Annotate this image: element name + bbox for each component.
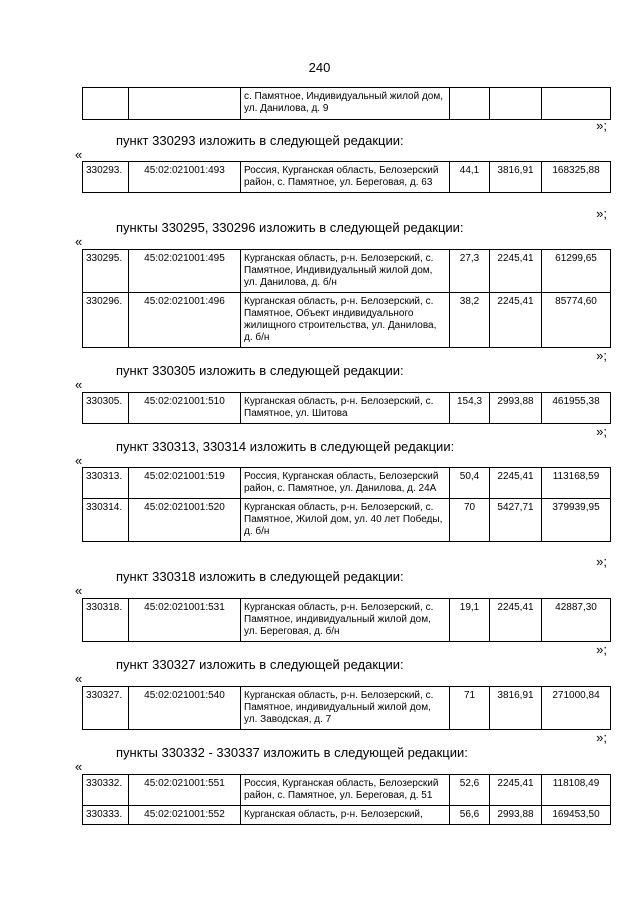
open-quote: « (75, 234, 83, 249)
cell-area: 52,6 (450, 775, 490, 806)
cell-address: Курганская область, р-н. Белозерский, с. Памятное, ул. Шитова (241, 393, 450, 424)
cell-value: 168325,88 (542, 162, 611, 193)
instruction-text: пункт 330327 изложить в следующей редакции: (116, 657, 404, 672)
close-quote: »; (596, 348, 607, 363)
cell-rate (490, 88, 542, 120)
cell-value: 271000,84 (542, 687, 611, 730)
cell-cadastral: 45:02:021001:496 (129, 293, 241, 348)
cell-area (450, 88, 490, 120)
cell-value: 85774,60 (542, 293, 611, 348)
cell-num: 330295. (83, 250, 129, 293)
cell-area: 56,6 (450, 806, 490, 825)
instruction-text: пункты 330332 - 330337 изложить в следующей редакции: (116, 745, 468, 760)
table-row (83, 393, 611, 424)
close-quote: »; (596, 118, 607, 133)
table-row (83, 293, 611, 348)
table-row (83, 775, 611, 806)
cell-rate: 2245,41 (490, 250, 542, 293)
close-quote: »; (596, 206, 607, 221)
table-row (83, 806, 611, 825)
table-row (83, 162, 611, 193)
cell-address: Курганская область, р-н. Белозерский, (241, 806, 450, 825)
cell-cadastral: 45:02:021001:519 (129, 468, 241, 499)
cell-rate: 5427,71 (490, 499, 542, 542)
cell-area: 19,1 (450, 599, 490, 642)
entries-table (82, 161, 611, 193)
cell-num: 330313. (83, 468, 129, 499)
open-quote: « (75, 583, 83, 598)
cell-area: 154,3 (450, 393, 490, 424)
cell-value: 118108,49 (542, 775, 611, 806)
cell-address: Курганская область, р-н. Белозерский, с. Памятное, Индивидуальный жилой дом, ул. Данилова, д. б/н (241, 250, 450, 293)
cell-num (83, 88, 129, 120)
cell-num: 330327. (83, 687, 129, 730)
open-quote: « (75, 377, 83, 392)
entries-table (82, 774, 611, 825)
cell-cadastral: 45:02:021001:551 (129, 775, 241, 806)
cell-area: 70 (450, 499, 490, 542)
table-row (83, 250, 611, 293)
instruction-text: пункты 330295, 330296 изложить в следующей редакции: (116, 220, 464, 235)
cell-value: 42887,30 (542, 599, 611, 642)
cell-address: Курганская область, р-н. Белозерский, с. Памятное, Объект индивидуального жилищного строительства, ул. Данилова, д. б/н (241, 293, 450, 348)
instruction-text: пункт 330293 изложить в следующей редакции: (116, 133, 404, 148)
cell-num: 330318. (83, 599, 129, 642)
cell-rate: 2245,41 (490, 293, 542, 348)
cell-cadastral: 45:02:021001:495 (129, 250, 241, 293)
cell-cadastral (129, 88, 241, 120)
cell-cadastral: 45:02:021001:540 (129, 687, 241, 730)
cell-address: Курганская область, р-н. Белозерский, с. Памятное, индивидуальный жилой дом, ул. Заводская, д. 7 (241, 687, 450, 730)
cell-value: 61299,65 (542, 250, 611, 293)
instruction-text: пункт 330313, 330314 изложить в следующей редакции: (116, 439, 455, 454)
cell-rate: 3816,91 (490, 162, 542, 193)
cell-rate: 3816,91 (490, 687, 542, 730)
cell-address: Россия, Курганская область, Белозерский район, с. Памятное, ул. Береговая, д. 51 (241, 775, 450, 806)
cell-address: с. Памятное, Индивидуальный жилой дом, ул. Данилова, д. 9 (241, 88, 450, 120)
cell-address: Россия, Курганская область, Белозерский район, с. Памятное, ул. Данилова, д. 24А (241, 468, 450, 499)
cell-num: 330293. (83, 162, 129, 193)
instruction-text: пункт 330305 изложить в следующей редакции: (116, 363, 404, 378)
table-row (83, 687, 611, 730)
close-quote: »; (596, 642, 607, 657)
cell-num: 330333. (83, 806, 129, 825)
entries-table (82, 598, 611, 642)
open-quote: « (75, 147, 83, 162)
table-row (83, 88, 611, 120)
cell-value: 169453,50 (542, 806, 611, 825)
cell-value: 461955,38 (542, 393, 611, 424)
cell-cadastral: 45:02:021001:510 (129, 393, 241, 424)
open-quote: « (75, 671, 83, 686)
cell-rate: 2245,41 (490, 599, 542, 642)
cell-num: 330332. (83, 775, 129, 806)
page-number: 240 (308, 60, 331, 75)
cell-num: 330314. (83, 499, 129, 542)
table-row (83, 599, 611, 642)
table-row (83, 468, 611, 499)
table-row (83, 499, 611, 542)
cell-cadastral: 45:02:021001:531 (129, 599, 241, 642)
continuation-table (82, 87, 611, 120)
cell-cadastral: 45:02:021001:493 (129, 162, 241, 193)
close-quote: »; (596, 730, 607, 745)
cell-address: Курганская область, р-н. Белозерский, с. Памятное, Жилой дом, ул. 40 лет Победы, д. б/н (241, 499, 450, 542)
cell-value: 379939,95 (542, 499, 611, 542)
entries-table (82, 686, 611, 730)
instruction-text: пункт 330318 изложить в следующей редакции: (116, 569, 404, 584)
cell-num: 330305. (83, 393, 129, 424)
cell-area: 71 (450, 687, 490, 730)
cell-rate: 2993,88 (490, 806, 542, 825)
close-quote: »; (596, 424, 607, 439)
open-quote: « (75, 759, 83, 774)
entries-table (82, 467, 611, 542)
entries-table (82, 392, 611, 424)
cell-area: 44,1 (450, 162, 490, 193)
cell-area: 27,3 (450, 250, 490, 293)
cell-num: 330296. (83, 293, 129, 348)
cell-rate: 2245,41 (490, 468, 542, 499)
cell-rate: 2245,41 (490, 775, 542, 806)
cell-rate: 2993,88 (490, 393, 542, 424)
cell-value (542, 88, 611, 120)
cell-cadastral: 45:02:021001:520 (129, 499, 241, 542)
cell-area: 38,2 (450, 293, 490, 348)
cell-value: 113168,59 (542, 468, 611, 499)
entries-table (82, 249, 611, 348)
cell-area: 50,4 (450, 468, 490, 499)
cell-address: Россия, Курганская область, Белозерский район, с. Памятное, ул. Береговая, д. 63 (241, 162, 450, 193)
open-quote: « (75, 453, 83, 468)
close-quote: »; (596, 554, 607, 569)
cell-address: Курганская область, р-н. Белозерский, с. Памятное, индивидуальный жилой дом, ул. Береговая, д. б/н (241, 599, 450, 642)
cell-cadastral: 45:02:021001:552 (129, 806, 241, 825)
